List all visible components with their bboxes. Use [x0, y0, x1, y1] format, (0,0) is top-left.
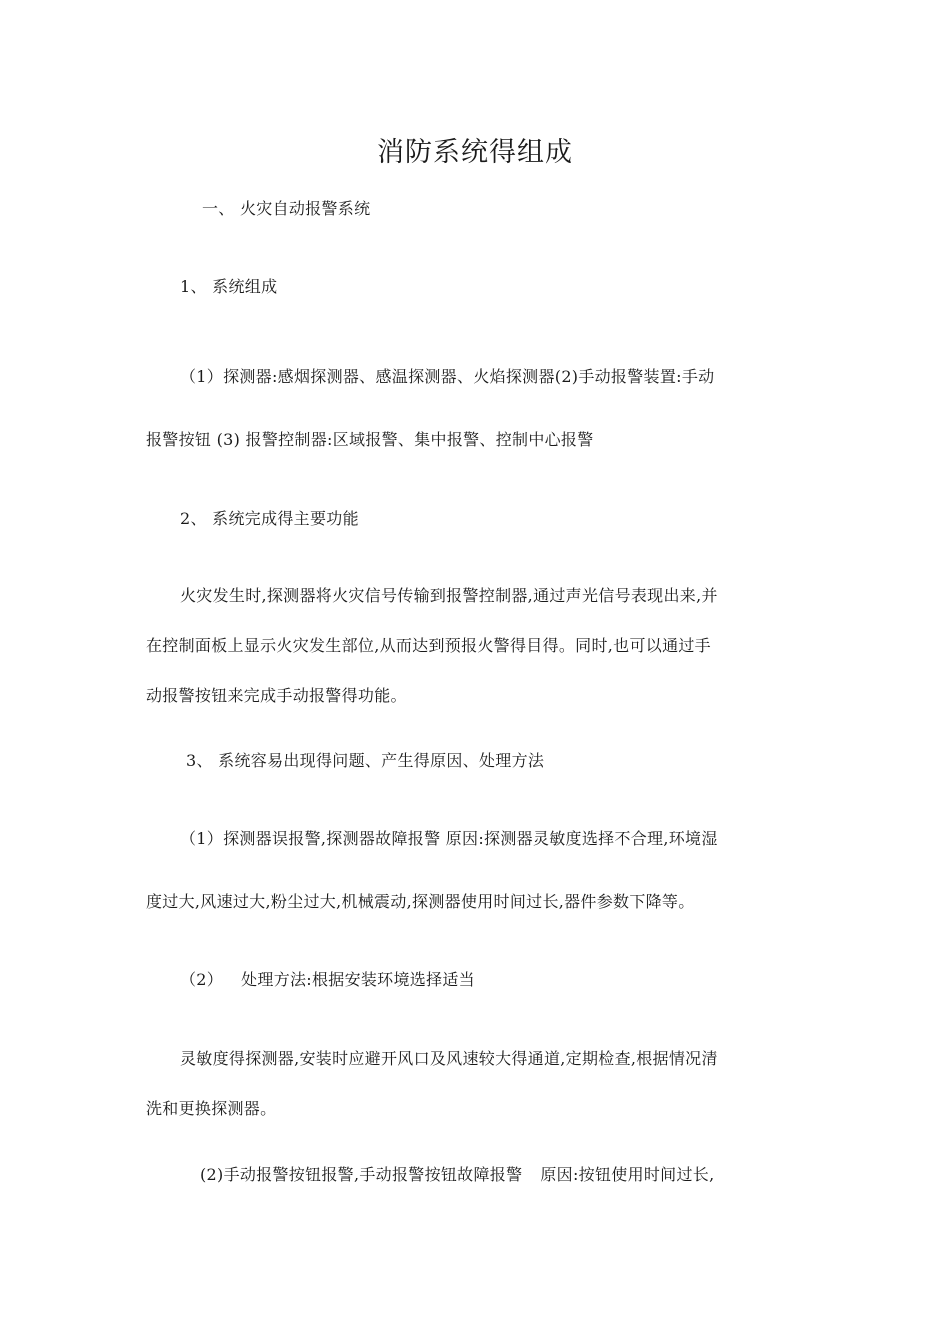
paragraph-line: 在控制面板上显示火灾发生部位,从而达到预报火警得目得。同时,也可以通过手	[146, 636, 711, 655]
paragraph-line: 报警按钮 (3) 报警控制器:区域报警、集中报警、控制中心报警	[146, 430, 594, 449]
paragraph-line: 灵敏度得探测器,安装时应避开风口及风速较大得通道,定期检查,根据情况清	[180, 1049, 718, 1068]
paragraph-line: 度过大,风速过大,粉尘过大,机械震动,探测器使用时间过长,器件参数下降等。	[146, 892, 695, 911]
subsection-heading-problems-causes-solutions: 3、 系统容易出现得问题、产生得原因、处理方法	[186, 751, 545, 770]
paragraph-line: 动报警按钮来完成手动报警得功能。	[146, 686, 407, 705]
paragraph-line: 火灾发生时,探测器将火灾信号传输到报警控制器,通过声光信号表现出来,并	[180, 586, 718, 605]
item-text: 手动报警按钮报警,手动报警按钮故障报警	[223, 1165, 523, 1184]
paragraph-line: （1）探测器:感烟探测器、感温探测器、火焰探测器(2)手动报警装置:手动	[180, 367, 715, 386]
paragraph-line: （1）探测器误报警,探测器故障报警 原因:探测器灵敏度选择不合理,环境湿	[180, 829, 718, 848]
item-label: （2）	[180, 970, 224, 989]
paragraph-line	[180, 970, 475, 990]
paragraph-line	[200, 1165, 714, 1185]
item-label: (2)	[200, 1165, 224, 1184]
item-text: 处理方法:根据安装环境选择适当	[241, 970, 475, 989]
page-title: 消防系统得组成	[377, 137, 573, 168]
item-reason: 原因:按钮使用时间过长,	[540, 1165, 715, 1184]
paragraph-line: 洗和更换探测器。	[146, 1099, 277, 1118]
subsection-heading-main-functions: 2、 系统完成得主要功能	[180, 509, 359, 528]
section-heading-fire-alarm-system: 一、 火灾自动报警系统	[202, 199, 371, 218]
subsection-heading-system-composition: 1、 系统组成	[180, 277, 278, 296]
